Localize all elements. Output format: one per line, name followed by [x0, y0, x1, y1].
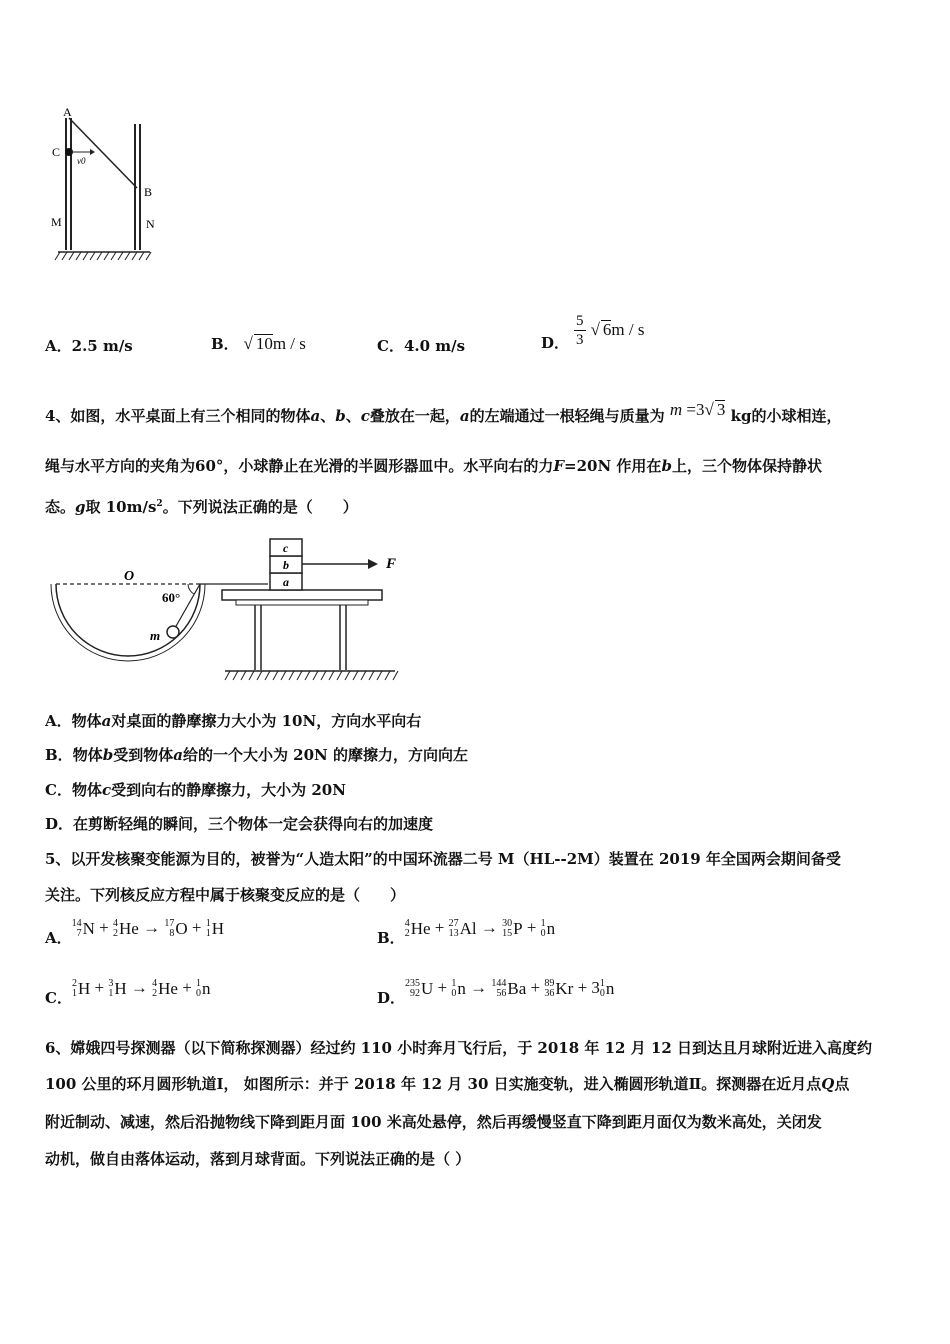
label-F: F — [386, 556, 397, 572]
q4-line-1: 4、如图，水平桌面上有三个相同的物体a、b、c叠放在一起，a的左端通过一根轻绳与质量为 m =3√ 3 kg的小球相连， — [45, 400, 842, 425]
q5-line-1: 5、以开发核聚变能源为目的，被誉为“人造太阳”的中国环流器二号 M（HL--2M）装置在 2019 年全国两会期间备受 — [45, 850, 841, 868]
label-N: N — [146, 217, 155, 231]
q3-option-d: D． $\frac{5}{3}$ √ 6m / s — [541, 313, 645, 352]
label-A: A — [63, 105, 72, 119]
eq-operator: + — [187, 918, 206, 937]
nuclide: 1 0 n — [599, 978, 615, 1000]
label-C: C — [52, 145, 61, 159]
q5-option-b: B． 4 2 He + 27 13 Al → 30 15 P + 1 0 n — [377, 918, 556, 947]
q3-option-c: C．4.0 m/s — [377, 337, 466, 355]
eq-operator: + — [177, 978, 197, 997]
eq-operator: + — [90, 978, 109, 997]
q4-line-2: 绳与水平方向的夹角为60°，小球静止在光滑的半圆形器皿中。水平向右的力F=20N 作用在b上，三个物体保持静状 — [45, 457, 822, 475]
q6-line-4: 动机，做自由落体运动，落到月球背面。下列说法正确的是（ ） — [45, 1150, 471, 1168]
eq-operator: → — [126, 978, 153, 997]
label-M: M — [51, 215, 62, 229]
q4-option-a: A．物体a对桌面的静摩擦力大小为 10N，方向水平向右 — [45, 712, 422, 730]
nuclide: 2 1 H — [71, 978, 91, 1000]
q4-option-b: B．物体b受到物体a给的一个大小为 20N 的摩擦力，方向向左 — [45, 746, 468, 764]
q4-option-c: C．物体c受到向右的静摩擦力，大小为 20N — [45, 781, 346, 799]
q6-line-2: 100 公里的环月圆形轨道Ⅰ， 如图所示：并于 2018 年 12 月 30 日实施变轨，进入椭圆形轨道Ⅱ。探测器在近月点Q点 — [45, 1075, 850, 1093]
nuclide: 4 2 He — [404, 918, 431, 940]
figure-bowl-table — [50, 530, 410, 690]
q5-option-c: C． 2 1 H + 3 1 H → 4 2 He + 1 0 n — [45, 978, 211, 1007]
q5-option-a: A． 14 7 N + 4 2 He → 17 8 O + 1 1 H — [45, 918, 224, 947]
eq-operator: + 3 — [573, 978, 600, 997]
nuclide: 235 92 U — [405, 978, 434, 1000]
nuclide: 1 1 H — [205, 918, 224, 940]
nuclide: 4 2 He — [113, 918, 139, 940]
q4-line-3: 态。g取 $10m/s^2$。下列说法正确的是（ ） — [45, 498, 358, 516]
q3-option-b: B． √ 10m / s — [211, 334, 306, 353]
label-m: m — [150, 628, 161, 643]
label-B: B — [144, 185, 153, 199]
eq-operator: → — [138, 918, 165, 937]
label-60deg: 60° — [162, 590, 181, 605]
nuclide: 1 0 n — [540, 918, 556, 940]
q6-line-3: 附近制动、减速，然后沿抛物线下降到距月面 100 米高处悬停，然后再缓慢竖直下降到距月面仅为数米高处，关闭发 — [45, 1113, 822, 1131]
eq-operator: + — [522, 918, 541, 937]
nuclide: 1 0 n — [196, 978, 211, 1000]
nuclide: 144 56 Ba — [491, 978, 527, 1000]
eq-operator: → — [476, 918, 503, 937]
figure-walls — [50, 100, 170, 270]
nuclide: 1 0 n — [451, 978, 466, 1000]
nuclide: 14 7 N — [71, 918, 95, 940]
label-v0: v0 — [77, 156, 86, 166]
label-a: a — [283, 575, 289, 589]
nuclide: 30 15 P — [502, 918, 523, 940]
eq-operator: + — [526, 978, 545, 997]
label-b: b — [283, 558, 289, 572]
q5-line-2: 关注。下列核反应方程中属于核聚变反应的是（ ） — [45, 886, 406, 904]
eq-operator: → — [465, 978, 492, 997]
nuclide: 27 13 Al — [448, 918, 477, 940]
eq-operator: + — [433, 978, 452, 997]
eq-operator: + — [430, 918, 449, 937]
q3-option-a: A．2.5 m/s — [45, 337, 133, 355]
q4-option-d: D．在剪断轻绳的瞬间，三个物体一定会获得向右的加速度 — [45, 815, 434, 833]
q5-option-d: D． 235 92 U + 1 0 n → 144 56 Ba + 89 36 Kr + 3 1 0 n — [377, 978, 615, 1007]
nuclide: 17 8 O — [164, 918, 188, 940]
nuclide: 3 1 H — [108, 978, 127, 1000]
eq-operator: + — [94, 918, 114, 937]
q6-line-1: 6、嫦娥四号探测器（以下简称探测器）经过约 110 小时奔月飞行后，于 2018 年 12 月 12 日到达且月球附近进入高度约 — [45, 1039, 873, 1057]
label-c: c — [283, 541, 289, 555]
nuclide: 89 36 Kr — [544, 978, 574, 1000]
label-O: O — [124, 569, 135, 584]
nuclide: 4 2 He — [152, 978, 178, 1000]
